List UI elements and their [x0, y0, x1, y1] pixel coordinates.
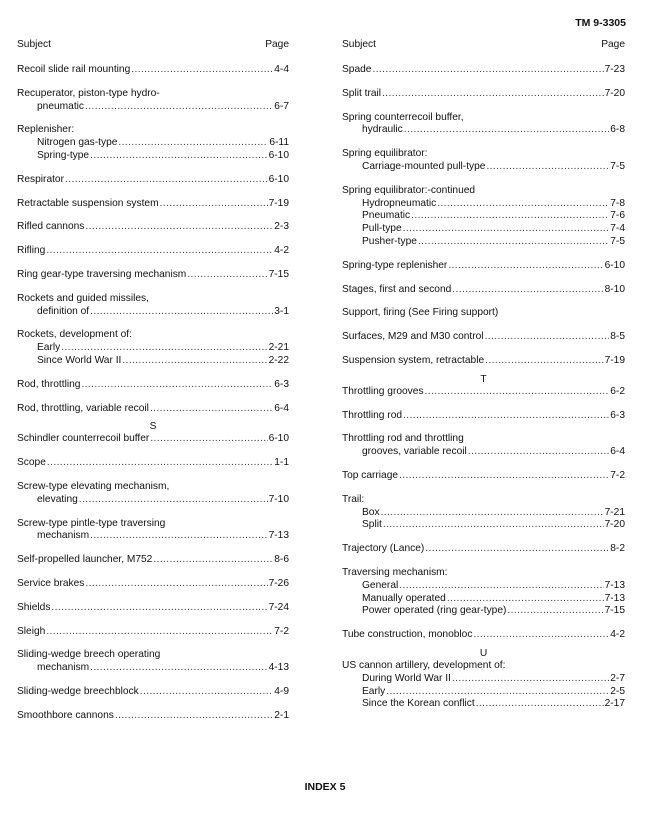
section-letter: T — [480, 373, 487, 385]
dot-leader — [118, 137, 268, 150]
index-entry — [342, 567, 625, 618]
index-entry — [17, 88, 289, 114]
index-term: Rockets and guided missiles, — [17, 292, 149, 304]
dot-leader — [452, 673, 609, 686]
index-entry — [17, 221, 289, 234]
page-reference: 6-4 — [274, 402, 289, 414]
dot-leader — [382, 88, 604, 101]
dot-leader — [386, 686, 609, 699]
index-entry — [17, 403, 289, 416]
page-reference: 2-5 — [610, 685, 625, 697]
index-line — [342, 629, 625, 642]
dot-leader — [452, 284, 603, 297]
index-line — [342, 580, 625, 593]
dot-leader — [425, 386, 610, 399]
page-reference: 8-5 — [610, 331, 625, 343]
index-entry — [342, 88, 625, 101]
index-line — [17, 494, 289, 507]
dot-leader — [399, 580, 603, 593]
page-reference: 4-2 — [274, 245, 289, 257]
page-reference: 1-1 — [274, 457, 289, 469]
index-line — [17, 198, 289, 211]
dot-leader — [90, 150, 268, 163]
page-reference: 2-1 — [274, 709, 289, 721]
index-line — [17, 710, 289, 723]
index-line — [342, 307, 625, 320]
page-reference: 7-20 — [604, 87, 625, 99]
page-reference: 6-7 — [274, 100, 289, 112]
page-reference: 7-13 — [604, 579, 625, 591]
dot-leader — [383, 519, 604, 532]
index-term: Retractable suspension system — [17, 197, 159, 209]
index-term: During World War II — [362, 672, 451, 684]
dot-leader — [140, 686, 274, 699]
index-line — [342, 148, 625, 161]
index-line — [17, 137, 289, 150]
dot-leader — [485, 355, 603, 368]
index-entry — [17, 174, 289, 187]
page-reference: 6-3 — [610, 409, 625, 421]
index-line — [342, 507, 625, 520]
index-entry — [342, 374, 625, 399]
index-line — [17, 518, 289, 531]
index-term: Stages, first and second — [342, 283, 452, 295]
index-term: Surfaces, M29 and M30 control — [342, 331, 484, 343]
index-term: Recoil slide rail mounting — [17, 64, 131, 75]
index-term: Sleigh — [17, 625, 46, 637]
index-term: Spring-type — [37, 149, 90, 161]
dot-leader — [51, 602, 267, 615]
index-term: Smoothbore cannons — [17, 709, 114, 721]
index-line — [17, 342, 289, 355]
index-line — [17, 306, 289, 319]
index-line — [17, 554, 289, 567]
index-entry — [342, 148, 625, 174]
page-reference: 4-2 — [610, 629, 625, 641]
index-term: Spade — [342, 64, 372, 75]
index-line — [342, 446, 625, 459]
page-reference: 2-17 — [604, 698, 625, 710]
page-reference: 4-13 — [268, 662, 289, 674]
page-reference: 6-10 — [268, 149, 289, 161]
subject-header: Subject — [342, 39, 376, 50]
index-entry — [17, 245, 289, 258]
page-reference: 6-10 — [604, 259, 625, 271]
page-reference: 6-8 — [610, 124, 625, 136]
index-term: mechanism — [37, 662, 90, 674]
dot-leader — [187, 269, 267, 282]
dot-leader — [437, 198, 609, 211]
index-entry — [342, 433, 625, 459]
index-term: Support, firing (See Firing support) — [342, 307, 499, 319]
index-line — [17, 457, 289, 470]
page-reference: 7-20 — [604, 519, 625, 531]
index-term: grooves, variable recoil — [362, 446, 467, 458]
index-line — [342, 543, 625, 556]
page-reference: 7-6 — [610, 210, 625, 222]
index-term: definition of — [37, 305, 90, 317]
page-reference: 8-6 — [274, 554, 289, 566]
section-letter: U — [479, 647, 488, 659]
index-entry — [17, 124, 289, 162]
page-reference: 7-15 — [604, 605, 625, 617]
index-entry — [342, 494, 625, 532]
page-reference: 6-10 — [268, 173, 289, 185]
index-entry — [342, 185, 625, 249]
index-entry — [17, 578, 289, 591]
index-line — [17, 174, 289, 187]
index-term: Spring-type replenisher — [342, 259, 448, 271]
page-reference: 7-8 — [610, 197, 625, 209]
page-reference: 8-10 — [604, 283, 625, 295]
page-reference: 7-23 — [604, 64, 625, 75]
index-term: Screw-type elevating mechanism, — [17, 480, 170, 492]
dot-leader — [85, 221, 273, 234]
index-term: mechanism — [37, 530, 90, 542]
index-line — [342, 494, 625, 507]
index-line — [342, 673, 625, 686]
index-line — [17, 269, 289, 282]
dot-leader — [90, 306, 273, 319]
index-line — [342, 223, 625, 236]
index-term: Throttling grooves — [342, 385, 424, 397]
index-term: Early — [362, 685, 386, 697]
dot-leader — [79, 494, 268, 507]
index-term: pneumatic — [37, 100, 85, 112]
index-term: Rockets, development of: — [17, 329, 132, 341]
dot-leader — [411, 210, 609, 223]
index-term: Manually operated — [362, 592, 446, 604]
dot-leader — [507, 605, 603, 618]
index-term: Screw-type pintle-type traversing — [17, 517, 166, 529]
dot-leader — [403, 223, 610, 236]
index-line — [342, 284, 625, 297]
page-reference: 7-4 — [610, 223, 625, 235]
index-term: Power operated (ring gear-type) — [362, 605, 507, 617]
index-line — [342, 124, 625, 137]
index-entry — [17, 626, 289, 639]
dot-leader — [47, 457, 273, 470]
index-term: Box — [362, 506, 380, 518]
index-term: Early — [37, 342, 61, 354]
dot-leader — [65, 174, 268, 187]
index-term: Tube construction, monobloc — [342, 629, 473, 641]
index-term: Spring equilibrator: — [342, 148, 428, 160]
index-term: Since the Korean conflict — [362, 698, 475, 710]
index-entry — [17, 198, 289, 211]
index-term: Pull-type — [362, 223, 402, 235]
dot-leader — [131, 64, 273, 77]
dot-leader — [115, 710, 273, 723]
index-line — [17, 88, 289, 101]
index-term: Top carriage — [342, 469, 399, 481]
dot-leader — [81, 379, 273, 392]
index-term: Schindler counterrecoil buffer — [17, 433, 150, 445]
index-entry — [17, 686, 289, 699]
index-entry — [17, 554, 289, 567]
index-entry — [342, 307, 625, 320]
index-term: Split — [362, 519, 382, 531]
index-term: Rod, throttling — [17, 378, 81, 390]
page-reference: 7-19 — [604, 354, 625, 366]
index-term: Pneumatic — [362, 210, 411, 222]
page-reference: 7-5 — [610, 235, 625, 247]
index-line — [17, 293, 289, 306]
index-line — [342, 386, 625, 399]
index-line — [342, 410, 625, 423]
dot-leader — [153, 554, 273, 567]
dot-leader — [85, 101, 273, 114]
page-reference: 6-3 — [274, 378, 289, 390]
index-term: Hydropneumatic — [362, 197, 437, 209]
index-term: Pusher-type — [362, 235, 417, 247]
index-entries-right — [342, 64, 625, 711]
index-line — [17, 662, 289, 675]
index-entry — [342, 470, 625, 483]
page-reference: 7-2 — [274, 625, 289, 637]
dot-leader — [476, 698, 604, 711]
index-entry — [17, 457, 289, 470]
index-line — [342, 519, 625, 532]
index-line — [342, 198, 625, 211]
page-footer: INDEX 5 — [304, 781, 346, 793]
index-term: Service brakes — [17, 577, 85, 589]
index-line — [17, 64, 289, 77]
index-term: Rod, throttling, variable recoil — [17, 402, 149, 414]
index-line — [342, 161, 625, 174]
index-term: Shields — [17, 601, 51, 613]
index-term: Nitrogen gas-type — [37, 137, 118, 149]
dot-leader — [46, 626, 273, 639]
index-line — [342, 260, 625, 273]
dot-leader — [399, 470, 609, 483]
dot-leader — [160, 198, 268, 211]
dot-leader — [418, 236, 609, 249]
page-reference: 4-4 — [274, 64, 289, 75]
index-term: Carriage-mounted pull-type — [362, 160, 486, 172]
column-header-left — [17, 39, 289, 55]
dot-leader — [90, 530, 268, 543]
index-entry — [342, 629, 625, 642]
index-entry — [342, 284, 625, 297]
index-line — [342, 698, 625, 711]
index-entry — [342, 112, 625, 138]
page-reference: 7-21 — [604, 506, 625, 518]
index-line — [342, 64, 625, 77]
index-line — [17, 124, 289, 137]
page-reference: 7-19 — [268, 197, 289, 209]
index-line — [17, 481, 289, 494]
dot-leader — [425, 543, 609, 556]
index-entry — [342, 331, 625, 344]
index-term: US cannon artillery, development of: — [342, 659, 506, 671]
page-reference: 7-13 — [268, 530, 289, 542]
dot-leader — [85, 578, 267, 591]
index-term: Rifled cannons — [17, 221, 85, 233]
index-line — [17, 602, 289, 615]
index-term: Trajectory (Lance) — [342, 543, 425, 555]
dot-leader — [46, 245, 273, 258]
index-term: Since World War II — [37, 354, 122, 366]
index-entry — [17, 421, 289, 446]
page-reference: 3-1 — [274, 305, 289, 317]
page-reference: 8-2 — [610, 543, 625, 555]
index-line — [342, 88, 625, 101]
index-line — [342, 605, 625, 618]
dot-leader — [403, 410, 609, 423]
index-term: Respirator — [17, 173, 64, 185]
index-term: Spring equilibrator:-continued — [342, 184, 476, 196]
index-entry — [17, 329, 289, 367]
index-term: elevating — [37, 493, 78, 505]
index-line — [17, 101, 289, 114]
index-line — [342, 331, 625, 344]
index-term: Suspension system, retractable — [342, 354, 485, 366]
index-term: Self-propelled launcher, M752 — [17, 554, 153, 566]
index-term: Ring gear-type traversing mechanism — [17, 268, 187, 280]
index-term: hydraulic — [362, 124, 403, 136]
index-line — [17, 626, 289, 639]
index-line — [17, 245, 289, 258]
page-reference: 2-7 — [610, 672, 625, 684]
index-line — [342, 660, 625, 673]
index-line — [342, 236, 625, 249]
page-reference: 6-11 — [269, 137, 289, 149]
index-entry — [342, 355, 625, 368]
index-term: Throttling rod and throttling — [342, 433, 464, 445]
page-reference: 6-4 — [610, 446, 625, 458]
index-line — [342, 210, 625, 223]
page-reference: 6-10 — [268, 433, 289, 445]
index-entry — [17, 602, 289, 615]
page-reference: 7-15 — [268, 268, 289, 280]
index-term: Replenisher: — [17, 124, 75, 136]
index-term: Trail: — [342, 493, 365, 505]
index-term: Recuperator, piston-type hydro- — [17, 87, 160, 99]
index-line — [17, 329, 289, 342]
dot-leader — [447, 593, 604, 606]
index-entry — [342, 260, 625, 273]
dot-leader — [404, 124, 609, 137]
dot-leader — [61, 342, 267, 355]
index-line — [17, 649, 289, 662]
index-line — [342, 355, 625, 368]
page-reference: 2-3 — [274, 221, 289, 233]
index-entry — [342, 410, 625, 423]
index-line — [17, 686, 289, 699]
index-line — [17, 578, 289, 591]
index-entry — [17, 481, 289, 507]
page-reference: 4-9 — [274, 685, 289, 697]
subject-header: Subject — [17, 39, 51, 50]
dot-leader — [150, 403, 273, 416]
index-term: Scope — [17, 457, 46, 469]
index-line — [342, 185, 625, 198]
index-entry — [17, 293, 289, 319]
page-reference: 6-2 — [610, 385, 625, 397]
index-entry — [342, 64, 625, 77]
index-entry — [17, 518, 289, 544]
page-header: Page — [601, 39, 625, 50]
index-entry — [17, 649, 289, 675]
index-term: Sliding-wedge breechblock — [17, 685, 139, 697]
index-column-left — [17, 39, 289, 734]
document-id: TM 9-3305 — [575, 17, 626, 29]
index-line — [342, 112, 625, 125]
dot-leader — [486, 161, 609, 174]
dot-leader — [122, 355, 267, 368]
index-line — [17, 150, 289, 163]
page-reference: 2-22 — [268, 354, 289, 366]
index-line — [17, 221, 289, 234]
index-term: Sliding-wedge breech operating — [17, 649, 161, 661]
index-line — [342, 567, 625, 580]
index-term: Spring counterrecoil buffer, — [342, 111, 464, 123]
index-term: Throttling rod — [342, 409, 403, 421]
index-column-right — [342, 39, 625, 722]
page-header: Page — [265, 39, 289, 50]
page-reference: 7-10 — [268, 493, 289, 505]
index-line — [342, 593, 625, 606]
page-reference: 7-5 — [610, 160, 625, 172]
dot-leader — [90, 662, 268, 675]
index-entry — [17, 269, 289, 282]
index-line — [342, 433, 625, 446]
index-line — [17, 433, 289, 446]
dot-leader — [448, 260, 603, 273]
index-entry — [17, 710, 289, 723]
dot-leader — [381, 507, 604, 520]
index-entry — [342, 543, 625, 556]
index-entries-left — [17, 64, 289, 723]
index-entry — [17, 379, 289, 392]
page-reference: 7-13 — [604, 592, 625, 604]
index-term: General — [362, 579, 399, 591]
index-line — [17, 379, 289, 392]
index-line — [17, 403, 289, 416]
index-term: Traversing mechanism: — [342, 566, 448, 578]
dot-leader — [485, 331, 610, 344]
dot-leader — [150, 433, 267, 446]
page-reference: 7-24 — [268, 601, 289, 613]
section-letter: S — [149, 421, 157, 433]
index-term: Split trail — [342, 87, 382, 99]
index-entry — [17, 64, 289, 77]
index-term: Rifling — [17, 245, 46, 257]
index-line — [342, 686, 625, 699]
index-line — [342, 470, 625, 483]
page-reference: 7-2 — [610, 469, 625, 481]
index-line — [17, 530, 289, 543]
dot-leader — [372, 64, 603, 77]
index-line — [17, 355, 289, 368]
page-reference: 7-26 — [268, 577, 289, 589]
column-header-right — [342, 39, 625, 55]
dot-leader — [468, 446, 610, 459]
page-reference: 2-21 — [268, 342, 289, 354]
dot-leader — [473, 629, 609, 642]
index-entry — [342, 648, 625, 711]
